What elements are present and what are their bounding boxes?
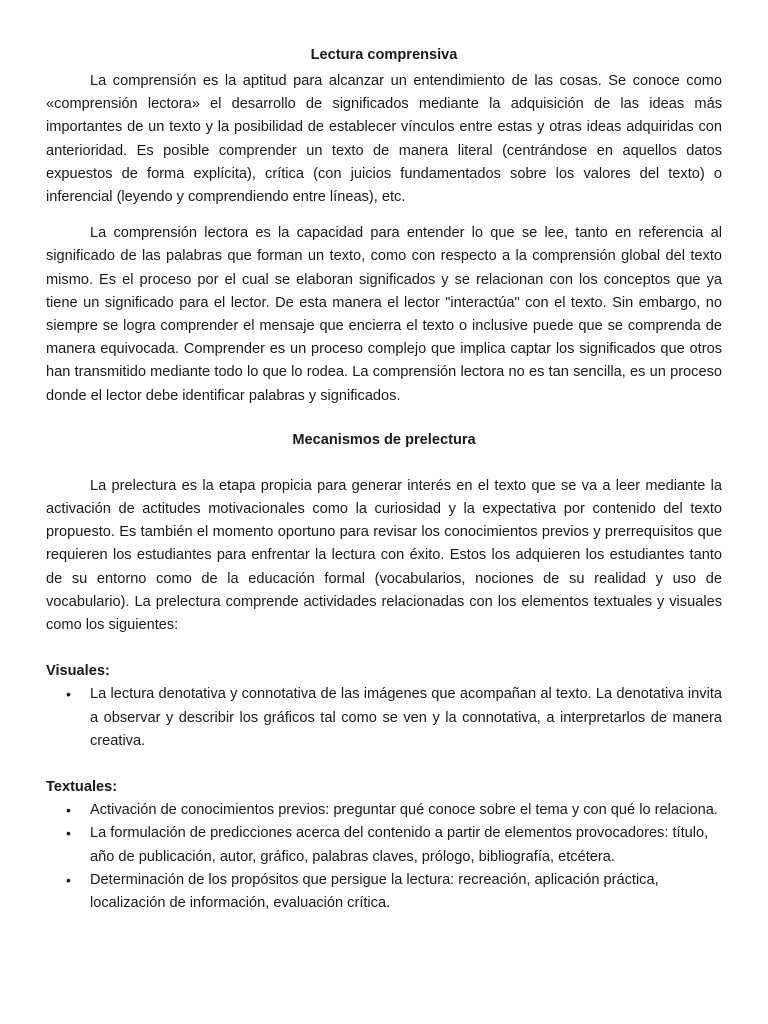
bullet-icon: •: [66, 802, 71, 819]
label-visuales: Visuales:: [46, 663, 110, 680]
label-textuales: Textuales:: [46, 779, 118, 796]
paragraph-prelectura: La prelectura es la etapa propicia para generar interés en el texto que se va a leer mediante la activación de actitudes motivacionales como la curiosidad y la expectativa por contenido del texto propuesto. Es también el momento oportuno para revisar los conocimientos previos y prerrequisitos que requieren los estudiantes para enfrentar la lectura con éxito. Estos los adquieren los estudiantes tanto de su entorno como de la educación formal (vocabularios, nociones de su realidad y uso de vocabulario). La prelectura comprende actividades relacionadas con los elementos textuales y visuales como los siguientes:: [46, 477, 722, 634]
heading-mecanismos-prelectura: Mecanismos de prelectura: [292, 431, 476, 448]
list-item-text: La lectura denotativa y connotativa de las imágenes que acompañan al texto. La denotativa invita a observar y describir los gráficos tal como se ven y la connotativa, a interpretarlos de manera creativa.: [90, 686, 722, 749]
list-item: [46, 683, 722, 753]
bullet-icon: •: [66, 686, 71, 703]
list-item-text: Determinación de los propósitos que persigue la lectura: recreación, aplicación práctica, localización de información, evaluación crítica.: [90, 871, 659, 912]
paragraph-comprension-lectora: La comprensión lectora es la capacidad para entender lo que se lee, tanto en referencia al significado de las palabras que forman un texto, como con respecto a la comprensión global del texto mismo. Es el proceso por el cual se elaboran significados y se relacionan con los conceptos que ya tiene un significado para el lector. De esta manera el lector "interactúa" con el texto. Sin embargo, no siempre se logra comprender el mensaje que encierra el texto o inclusive puede que se comprenda de manera equivocada. Comprender es un proceso complejo que implica captar los significados que otros han transmitido mediante todo lo que lo rodea. La comprensión lectora no es tan sencilla, es un proceso donde el lector debe identificar palabras y significados.: [46, 225, 722, 404]
list-visuales: [46, 683, 722, 753]
heading-lectura-comprensiva: Lectura comprensiva: [310, 47, 458, 63]
list-item-text: La formulación de predicciones acerca del contenido a partir de elementos provocadores: título, año de publicación, autor, gráfico, palabras claves, prólogo, bibliografía, etcétera.: [90, 825, 709, 865]
list-item: [46, 799, 722, 822]
bullet-icon: •: [66, 871, 71, 888]
paragraph-comprension: La comprensión es la aptitud para alcanzar un entendimiento de las cosas. Se conoce como «comprensión lectora» el desarrollo de significados mediante la adquisición de las ideas más importantes de un texto y la posibilidad de establecer vínculos entre estas y otras ideas adquiridas con anterioridad. Es posible comprender un texto de manera literal (centrándose en aquellos datos expuestos de forma explícita), crítica (con juicios fundamentados sobre los valores del texto) o inferencial (leyendo y comprendiendo entre líneas), etc.: [46, 73, 722, 206]
list-item-text: Activación de conocimientos previos: preguntar qué conoce sobre el tema y con qué lo relaciona.: [90, 802, 718, 819]
list-textuales: [46, 799, 722, 915]
list-item: [46, 822, 722, 868]
bullet-icon: •: [66, 825, 71, 842]
document-page: [46, 44, 722, 915]
list-item: [46, 869, 722, 915]
